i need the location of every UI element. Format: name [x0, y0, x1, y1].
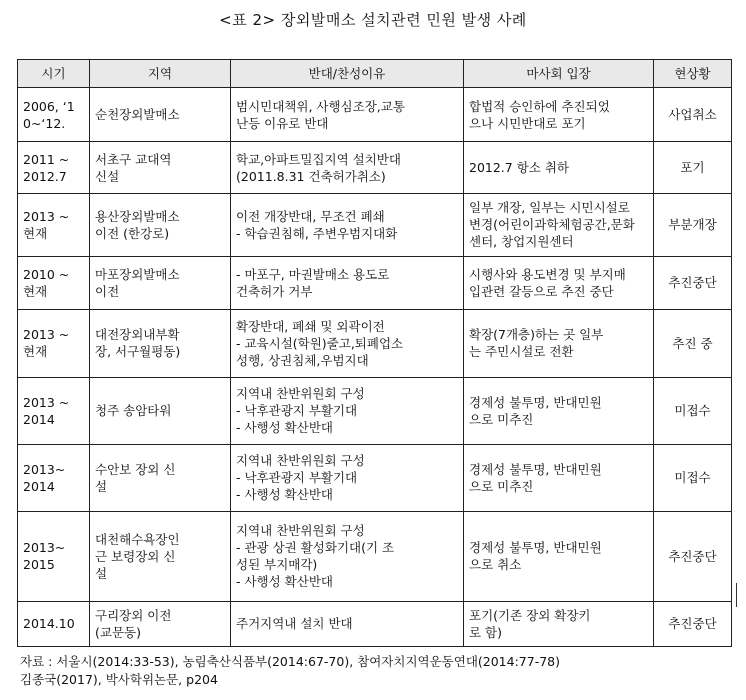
cell-stance: 경제성 불투명, 반대민원 으로 미추진 [464, 378, 654, 444]
cell-status: 추진중단 [654, 601, 732, 646]
source-note: 자료 : 서울시(2014:33-53), 농림축산식품부(2014:67-70), 참여자치지역운동연대(2014:77-78) 김종국(2017), 박사학위논문, p204 [20, 654, 560, 687]
header-row [18, 60, 732, 88]
table-row [18, 193, 732, 256]
table-title: <표 2> 장외발매소 설치관련 민원 발생 사례 [219, 11, 527, 29]
cell-reason: 범시민대책위, 사행심조장,교통 난등 이유로 반대 [231, 88, 464, 142]
cell-region: 대천해수욕장인 근 보령장외 신 설 [90, 511, 231, 601]
cell-status: 포기 [654, 142, 732, 193]
cell-period: 2013 ~ 2014 [18, 378, 90, 444]
cell-region: 순천장외발매소 [90, 88, 231, 142]
cell-region: 구리장외 이전 (교문동) [90, 601, 231, 646]
cell-region: 청주 송암타워 [90, 378, 231, 444]
cell-status: 추진중단 [654, 257, 732, 309]
cell-reason: 학교,아파트밀집지역 설치반대 (2011.8.31 건축허가취소) [231, 142, 464, 193]
cell-period: 2013~ 2015 [18, 511, 90, 601]
cell-status: 부분개장 [654, 193, 732, 256]
cell-region: 마포장외발매소 이전 [90, 257, 231, 309]
cell-status: 미접수 [654, 378, 732, 444]
cell-reason: 지역내 찬반위원회 구성 - 낙후관광지 부활기대 - 사행성 확산반대 [231, 378, 464, 444]
cell-stance: 일부 개장, 일부는 시민시설로 변경(어린이과학체험공간,문화 센터, 창업지원센터 [464, 193, 654, 256]
cell-reason: 이전 개장반대, 무조건 폐쇄 - 학습권침해, 주변우범지대화 [231, 193, 464, 256]
table-row [18, 511, 732, 601]
cell-stance: 확장(7개층)하는 곳 일부 는 주민시설로 전환 [464, 309, 654, 377]
cell-period: 2011 ~ 2012.7 [18, 142, 90, 193]
header-region: 지역 [90, 60, 231, 88]
cell-stance: 포기(기존 장외 확장키 로 함) [464, 601, 654, 646]
cell-status: 추진중단 [654, 511, 732, 601]
cell-stance: 합법적 승인하에 추진되었 으나 시민반대로 포기 [464, 88, 654, 142]
cell-period: 2006, ‘1 0~‘12. [18, 88, 90, 142]
header-stance: 마사회 입장 [464, 60, 654, 88]
cell-period: 2013 ~ 현재 [18, 309, 90, 377]
cell-stance: 경제성 불투명, 반대민원 으로 미추진 [464, 444, 654, 511]
table-row [18, 88, 732, 142]
margin-mark [736, 583, 737, 607]
header-status: 현상황 [654, 60, 732, 88]
cell-region: 서초구 교대역 신설 [90, 142, 231, 193]
cell-period: 2013 ~ 현재 [18, 193, 90, 256]
table-row [18, 142, 732, 193]
table-row [18, 309, 732, 377]
table-row [18, 257, 732, 309]
table-row [18, 444, 732, 511]
cell-region: 수안보 장외 신 설 [90, 444, 231, 511]
cell-reason: 지역내 찬반위원회 구성 - 낙후관광지 부활기대 - 사행성 확산반대 [231, 444, 464, 511]
cell-reason: 주거지역내 설치 반대 [231, 601, 464, 646]
header-period: 시기 [18, 60, 90, 88]
table-row [18, 601, 732, 646]
cell-stance: 경제성 불투명, 반대민원 으로 취소 [464, 511, 654, 601]
cell-reason: 지역내 찬반위원회 구성 - 관광 상권 활성화기대(기 조 성된 부지매각) - 사행성 확산반대 [231, 511, 464, 601]
cell-region: 용산장외발매소 이전 (한강로) [90, 193, 231, 256]
cell-period: 2010 ~ 현재 [18, 257, 90, 309]
cell-period: 2013~ 2014 [18, 444, 90, 511]
cell-region: 대전장외내부확 장, 서구월평동) [90, 309, 231, 377]
cell-reason: 확장반대, 폐쇄 및 외곽이전 - 교육시설(학원)줄고,퇴폐업소 성행, 상권침체,우범지대 [231, 309, 464, 377]
complaint-cases-table [17, 59, 732, 647]
cell-stance: 시행사와 용도변경 및 부지매 입관련 갈등으로 추진 중단 [464, 257, 654, 309]
cell-status: 사업취소 [654, 88, 732, 142]
table-row [18, 378, 732, 444]
cell-status: 추진 중 [654, 309, 732, 377]
cell-status: 미접수 [654, 444, 732, 511]
cell-period: 2014.10 [18, 601, 90, 646]
cell-reason: - 마포구, 마권발매소 용도로 건축허가 거부 [231, 257, 464, 309]
header-reason: 반대/찬성이유 [231, 60, 464, 88]
cell-stance: 2012.7 항소 취하 [464, 142, 654, 193]
